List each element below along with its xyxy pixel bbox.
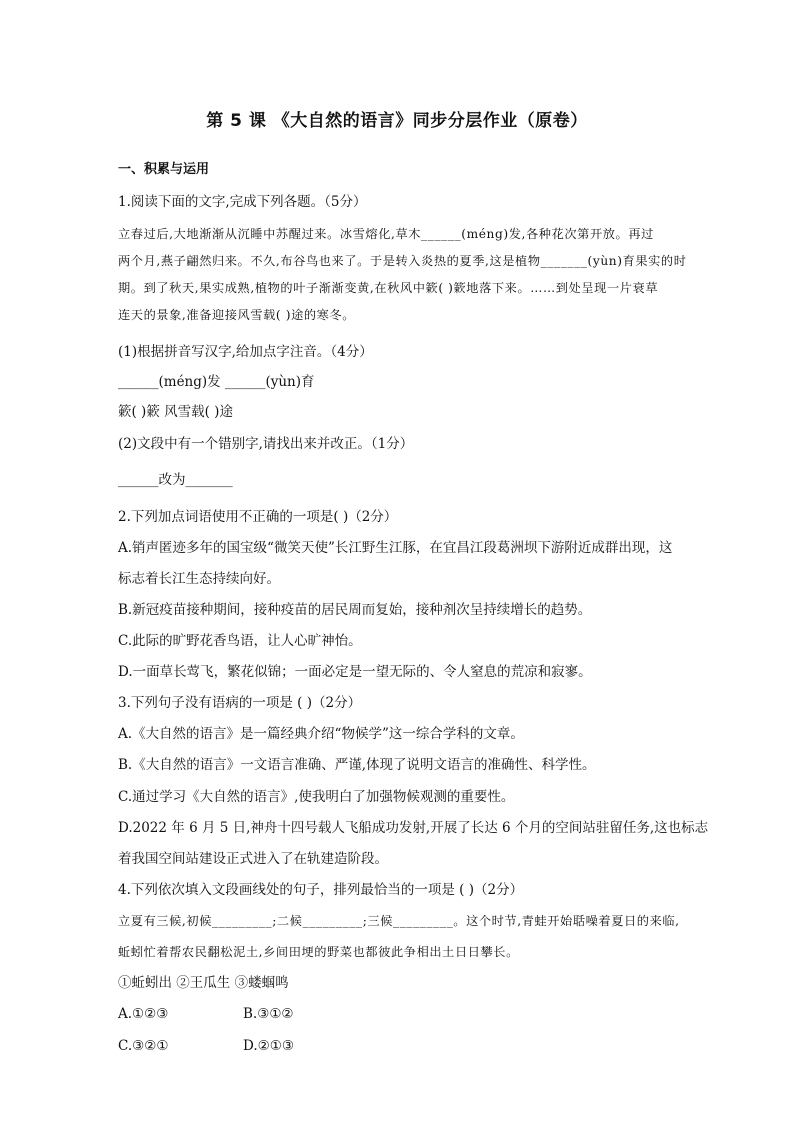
q1-passage-line-2: 两个月,燕子翩然归来。不久,布谷鸟也来了。于是转入炎热的夏季,这是植物_______(yùn)育果实的时 [118, 254, 687, 268]
q2-option-d: D.一面草长莺飞，繁花似锦；一面必定是一望无际的、令人窒息的荒凉和寂寥。 [118, 664, 592, 680]
q1-passage-line-4: 连天的景象,准备迎接风雪载( )途的寒冬。 [118, 308, 356, 322]
q4-passage-line-1: 立夏有三候,初候_________;二候_________;三候_________。这个时节,青蛙开始聒噪着夏日的来临, [118, 914, 680, 928]
q3-option-a: A.《大自然的语言》是一篇经典介绍“物候学”这一综合学科的文章。 [118, 726, 524, 742]
q4-option-a: A.①②③ [118, 1006, 169, 1022]
q4-items: ①蚯蚓出 ②王瓜生 ③蝼蝈鸣 [118, 975, 289, 991]
q1-sub2-prompt: (2)文段中有一个错别字,请找出来并改正。（1分） [118, 436, 414, 452]
page-title: 第 5 课 《大自然的语言》同步分层作业（原卷） [206, 111, 588, 131]
q3-option-d-line-2: 着我国空间站建设正式进入了在轨建造阶段。 [118, 851, 388, 867]
q1-stem: 1.阅读下面的文字,完成下列各题。（5分） [118, 194, 367, 210]
q4-stem: 4.下列依次填入文段画线处的句子，排列最恰当的一项是 ( )（2分） [118, 882, 524, 898]
q2-stem: 2.下列加点词语使用不正确的一项是( )（2分） [118, 509, 398, 525]
section-heading: 一、积累与运用 [118, 162, 210, 177]
q4-option-b: B.③①② [243, 1006, 294, 1022]
q1-sub1-prompt: (1)根据拼音写汉字,给加点字注音。（4分） [118, 344, 373, 360]
q2-option-a-line-1: A.销声匿迹多年的国宝级“微笑天使”长江野生江豚，在宜昌江段葛洲坝下游附近成群出现，这 [118, 540, 673, 556]
q2-option-a-line-2: 标志着长江生态持续向好。 [118, 571, 280, 587]
q4-option-d: D.②①③ [243, 1038, 294, 1054]
q3-option-d-line-1: D.2022 年 6 月 5 日,神舟十四号载人飞船成功发射,开展了长达 6 个月的空间站驻留任务,这也标志 [118, 820, 709, 836]
q1-passage-line-3: 期。到了秋天,果实成熟,植物的叶子渐渐变黄,在秋风中簌( )簌地落下来。……到处呈现一片衰草 [118, 281, 659, 295]
q4-passage-line-2: 蚯蚓忙着帮农民翻松泥土,乡间田埂的野菜也都彼此争相出土日日攀长。 [118, 945, 519, 959]
q3-option-b: B.《大自然的语言》一文语言准确、严谨,体现了说明文语言的准确性、科学性。 [118, 757, 596, 773]
q4-option-c: C.③②① [118, 1038, 169, 1054]
q1-sub2-answer-line: ______改为_______ [118, 472, 233, 488]
q3-option-c: C.通过学习《大自然的语言》,使我明白了加强物候观测的重要性。 [118, 789, 515, 805]
q3-stem: 3.下列句子没有语病的一项是 ( )（2分） [118, 695, 362, 711]
q1-sub1-answer-line-2: 簌( )簌 风雪载( )途 [118, 404, 233, 420]
q2-option-c: C.此际的旷野花香鸟语，让人心旷神怡。 [118, 633, 362, 649]
q2-option-b: B.新冠疫苗接种期间，接种疫苗的居民周而复始，接种剂次呈持续增长的趋势。 [118, 602, 592, 618]
q1-sub1-answer-line-1: ______(méng)发 ______(yùn)育 [118, 374, 315, 390]
q1-passage-line-1: 立春过后,大地渐渐从沉睡中苏醒过来。冰雪熔化,草木______(méng)发,各种花次第开放。再过 [118, 227, 654, 241]
